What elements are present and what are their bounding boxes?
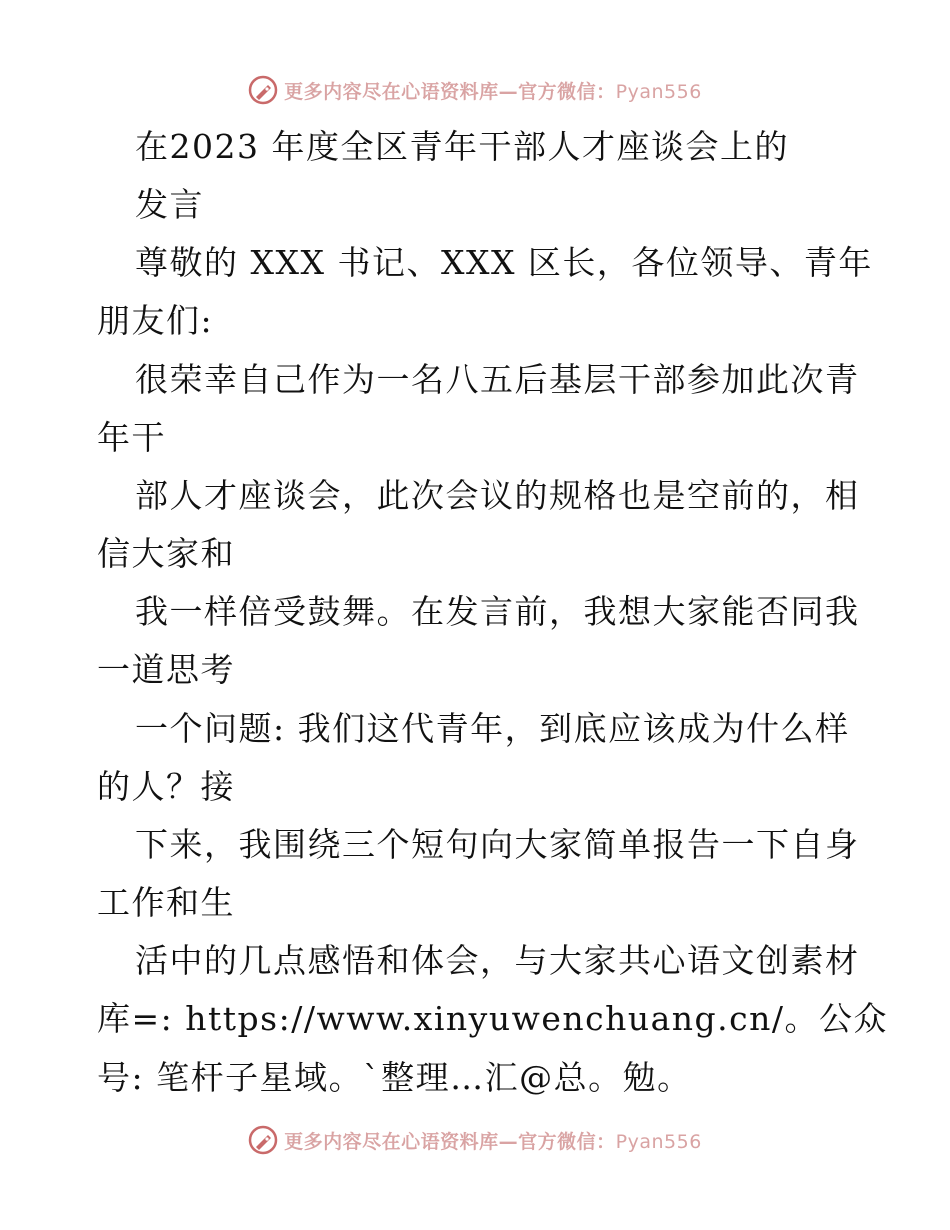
text-line: 年干 <box>97 418 166 457</box>
header-banner-text: 更多内容尽在心语资料库—官方微信：Pyan556 <box>284 80 702 103</box>
text-line: 一个问题: 我们这代青年，到底应该成为什么样 <box>135 709 850 748</box>
footer-banner-text: 更多内容尽在心语资料库—官方微信：Pyan556 <box>284 1130 702 1153</box>
text-line: 朋友们: <box>97 301 214 340</box>
wechat-id: Pyan556 <box>615 1130 702 1153</box>
fountain-pen-nib-icon <box>248 1125 278 1155</box>
text-line: 一道思考 <box>97 650 235 689</box>
title-line-1: 在2023 年度全区青年干部人才座谈会上的 <box>135 127 789 166</box>
title-line-2: 发言 <box>135 185 204 224</box>
fountain-pen-nib-icon <box>248 75 278 105</box>
text-line: 库=: https://www.xinyuwenchuang.cn/。公众 <box>97 999 888 1038</box>
text-line: 很荣幸自己作为一名八五后基层干部参加此次青 <box>135 360 860 399</box>
wechat-id: Pyan556 <box>615 80 702 103</box>
text-line: 工作和生 <box>97 883 235 922</box>
text-line: 的人？接 <box>97 767 235 806</box>
text-line: 活中的几点感悟和体会，与大家共心语文创素材 <box>135 941 860 980</box>
text-line: 号: 笔杆子星域。`整理…汇@总。勉。 <box>97 1058 692 1097</box>
text-line: 部人才座谈会，此次会议的规格也是空前的，相 <box>135 476 860 515</box>
header-banner <box>0 72 950 108</box>
text-line: 我一样倍受鼓舞。在发言前，我想大家能否同我 <box>135 592 860 631</box>
text-line: 信大家和 <box>97 534 235 573</box>
footer-banner <box>0 1122 950 1158</box>
text-line: 尊敬的 XXX 书记、XXX 区长，各位领导、青年 <box>135 243 873 282</box>
text-line: 下来，我围绕三个短句向大家简单报告一下自身 <box>135 825 860 864</box>
